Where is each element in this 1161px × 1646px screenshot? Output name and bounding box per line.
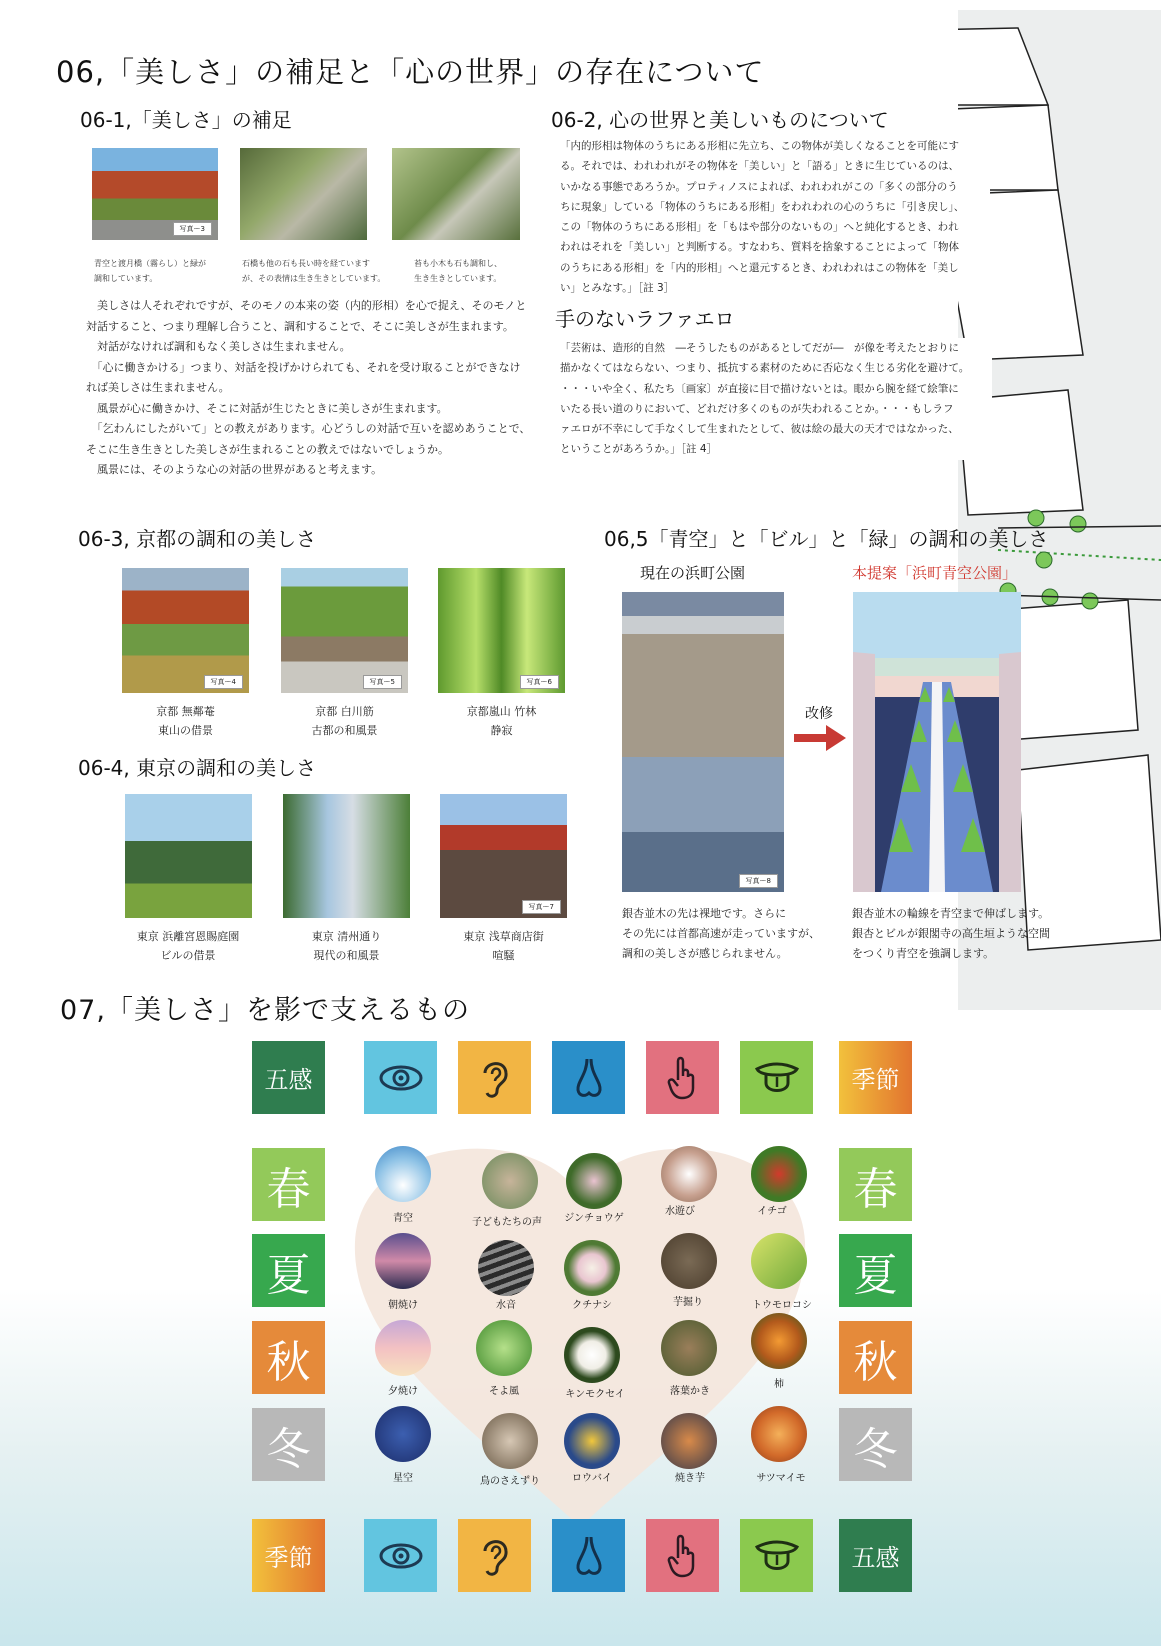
photo-shirakawa xyxy=(281,568,408,693)
page-title: 06,「美しさ」の補足と「心の世界」の存在について xyxy=(56,55,765,89)
photo-tag: 写真ー7 xyxy=(522,900,561,914)
item-label: 水音 xyxy=(496,1300,516,1311)
item-label: 夕焼け xyxy=(388,1386,418,1397)
nose-tile xyxy=(552,1041,625,1114)
ear-icon xyxy=(479,1057,511,1099)
tongue-icon xyxy=(754,1061,800,1095)
ear-tile xyxy=(458,1041,531,1114)
autumn-tile-right xyxy=(839,1321,912,1394)
quote-line: 「芸術は、造形的自然 ―そうしたものがあるとしてだが― が像を考えたとおりに xyxy=(560,342,959,354)
quote-line: 「内的形相は物体のうちにある形相に先立ち、この物体が美しくなることを可能にす xyxy=(560,140,959,152)
caption-line: ビルの借景 xyxy=(160,949,216,962)
item-label: トウモロコシ xyxy=(752,1300,812,1311)
photo-circle xyxy=(375,1233,431,1289)
photo-tag: 写真ー6 xyxy=(520,675,559,689)
photo-tag: 写真ー8 xyxy=(739,874,778,888)
paragraph-line: れば美しさは生まれません。 xyxy=(86,381,230,394)
photo-circle xyxy=(751,1406,807,1462)
caption-line: 現代の和風景 xyxy=(313,949,380,962)
photo-bamboo-grove xyxy=(438,568,565,693)
tile-label: 五感 xyxy=(851,1544,900,1572)
tokyo-caption-1 xyxy=(113,927,263,965)
item-label: 青空 xyxy=(393,1213,413,1224)
photo-tag: 写真ー3 xyxy=(173,222,212,236)
season-tile xyxy=(839,1041,912,1114)
season-label: 夏 xyxy=(853,1249,898,1301)
item-label: 水遊び xyxy=(665,1206,695,1217)
caption-line: 調和の美しさが感じられません。 xyxy=(622,947,788,960)
photo-murin-an xyxy=(122,568,249,693)
section-06-4-heading: 06-4, 東京の調和の美しさ xyxy=(78,756,317,780)
caption-line: 京都 無鄰菴 xyxy=(156,705,215,718)
tongue-icon xyxy=(754,1539,800,1573)
paragraph-line: 対話がなければ調和もなく美しさは生まれません。 xyxy=(86,340,351,353)
proposal-park-caption xyxy=(852,904,1082,964)
photo-circle xyxy=(478,1240,534,1296)
season-label: 春 xyxy=(853,1163,898,1215)
tongue-tile xyxy=(740,1041,813,1114)
photo-circle xyxy=(564,1413,620,1469)
item-label: 星空 xyxy=(393,1473,413,1484)
photo-circle xyxy=(661,1233,717,1289)
photo-circle xyxy=(564,1240,620,1296)
section-07-heading: 07,「美しさ」を影で支えるもの xyxy=(60,995,470,1026)
hand-tile xyxy=(646,1041,719,1114)
caption-line: 古都の和風景 xyxy=(311,724,378,737)
photo-caption: 青空と渡月橋（霧らし）と緑が 調和しています。 xyxy=(94,259,206,283)
ear-icon xyxy=(479,1535,511,1577)
photo-caption: 石橋も他の石も長い時を経ています が、その表情は生き生きとしています。 xyxy=(242,259,386,283)
item-label: 落葉かき xyxy=(670,1386,710,1397)
tokyo-caption-2 xyxy=(279,927,414,965)
hand-tile xyxy=(646,1519,719,1592)
item-label: イチゴ xyxy=(757,1206,787,1217)
item-label: ジンチョウゲ xyxy=(564,1213,624,1224)
section-06-1-heading: 06-1,「美しさ」の補足 xyxy=(80,108,292,132)
photo-circle xyxy=(482,1413,538,1469)
photo-circle xyxy=(566,1153,622,1209)
photo-asakusa xyxy=(440,794,567,918)
paragraph-line: そこに生き生きとした美しさが生まれることの教えではないでしょうか。 xyxy=(86,442,449,456)
item-label: ロウバイ xyxy=(572,1473,612,1484)
section-06-1-text xyxy=(86,296,546,481)
quote-line: る。それでは、われわれがその物体を「美しい」と「語る」ときに生じているのは、 xyxy=(560,160,959,173)
eye-tile xyxy=(364,1519,437,1592)
paragraph-line: 風景が心に働きかけ、そこに対話が生じたときに美しさが生まれます。 xyxy=(86,401,448,415)
tile-label: 季節 xyxy=(851,1066,900,1094)
season-tile xyxy=(252,1519,325,1592)
caption-line: 銀杏並木の輪線を青空まで伸ばします。 xyxy=(852,907,1050,920)
raphael-heading: 手のないラファエロ xyxy=(555,307,735,331)
nose-tile xyxy=(552,1519,625,1592)
quote-line: 描かなくてはならない、つまり、抵抗する素材のために否応なく生じる劣化を避けて。 xyxy=(560,362,970,375)
tile-label: 五感 xyxy=(264,1066,313,1094)
gokan-tile xyxy=(839,1519,912,1592)
item-label: 鳥のさえずり xyxy=(480,1476,540,1487)
caption-line: 東山の借景 xyxy=(158,724,213,737)
arrow-right-icon xyxy=(794,725,846,755)
photo-circle xyxy=(476,1320,532,1376)
photo-kiyosu-street xyxy=(283,794,410,918)
season-label: 冬 xyxy=(853,1423,898,1475)
season-label: 冬 xyxy=(266,1423,311,1475)
season-label: 秋 xyxy=(266,1336,311,1388)
quote-line: われはそれを「美しい」と判断する。すなわち、質料を捨象することによって「物体 xyxy=(560,241,959,254)
quote-line: ・・・いや全く、私たち〔画家〕が直接に目で描けないとは。眼から腕を経て絵筆に xyxy=(560,382,959,395)
caption-line: をつくり青空を強調します。 xyxy=(852,947,995,960)
paragraph-line: 対話すること、つまり理解し合うこと、調和することで、そこに美しさが生まれます。 xyxy=(86,319,514,333)
quote-line: のうちにある形相」を「内的形相」へと還元するとき、われわれはこの物体を「美し xyxy=(560,261,959,274)
item-label: 焼き芋 xyxy=(675,1473,705,1484)
photo-circle xyxy=(661,1146,717,1202)
item-label: そよ風 xyxy=(489,1386,519,1397)
quote-line: いたる長い道のりにおいて、どれだけ多くのものが失われることか。・・・もしラフ xyxy=(560,402,954,415)
photo-tag: 写真ー5 xyxy=(363,675,402,689)
paragraph-line: 「心に働きかける」つまり、対話を投げかけられても、それを受け取ることができなけ xyxy=(86,360,521,374)
tile-label: 季節 xyxy=(264,1544,313,1572)
eye-tile xyxy=(364,1041,437,1114)
nose-icon xyxy=(573,1056,605,1100)
photo-circle xyxy=(564,1327,620,1383)
caption-line: 銀杏並木の先は裸地です。さらに xyxy=(622,907,787,920)
quote-line: この「物体のうちにある形相」を「もはや部分のないもの」へと純化するとき、われ xyxy=(560,221,959,234)
caption-line: その先には首都高速が走っていますが、 xyxy=(622,927,820,940)
item-label: クチナシ xyxy=(572,1300,612,1311)
photo-circle xyxy=(661,1320,717,1376)
section-06-2-heading: 06-2, 心の世界と美しいものについて xyxy=(551,108,889,132)
current-park-label: 現在の浜町公園 xyxy=(640,564,746,582)
caption-line: 東京 浜離宮恩賜庭園 xyxy=(136,930,240,943)
section-06-5-heading: 06,5「青空」と「ビル」と「緑」の調和の美しさ xyxy=(604,527,1049,551)
photo-circle xyxy=(661,1413,717,1469)
season-label: 秋 xyxy=(853,1336,898,1388)
caption-line: 喧騒 xyxy=(492,949,515,962)
photo-circle xyxy=(482,1153,538,1209)
hand-icon xyxy=(667,1534,699,1578)
autumn-tile-left xyxy=(252,1321,325,1394)
quote-line: い」とみなす。」［註 3］ xyxy=(560,282,675,295)
photo-arashiyama xyxy=(92,148,218,240)
gokan-tile xyxy=(252,1041,325,1114)
eye-icon xyxy=(379,1064,423,1092)
quote-line: いかなる事態であろうか。プロティノスによれば、われわれがこの「多くの部分のう xyxy=(560,180,958,193)
renovation-label: 改修 xyxy=(805,706,833,722)
caption-line: 京都嵐山 竹林 xyxy=(466,705,537,718)
caption-line: 静寂 xyxy=(490,724,513,737)
item-label: 芋掘り xyxy=(673,1297,703,1308)
photo-circle xyxy=(751,1313,807,1369)
photo-current-hamacho-park xyxy=(622,592,784,892)
paragraph-line: 「乞わんにしたがいて」との教えがあります。心どうしの対話で互いを認めあうことで、 xyxy=(86,422,531,435)
kyoto-caption-2 xyxy=(277,702,412,740)
paragraph-line: 美しさは人それぞれですが、そのモノの本来の姿（内的形相）を心で捉え、そのモノと xyxy=(86,299,527,312)
photo-moss-garden xyxy=(392,148,520,240)
caption-line: 東京 清州通り xyxy=(311,930,382,943)
photo-circle xyxy=(375,1406,431,1462)
current-park-caption xyxy=(622,904,832,964)
winter-tile-right xyxy=(839,1408,912,1481)
item-label: キンモクセイ xyxy=(565,1389,625,1400)
nose-icon xyxy=(573,1534,605,1578)
section-06-3-heading: 06-3, 京都の調和の美しさ xyxy=(78,527,317,551)
spring-tile-right xyxy=(839,1148,912,1221)
proposal-park-label: 本提案「浜町青空公園」 xyxy=(852,564,1018,582)
spring-tile-left xyxy=(252,1148,325,1221)
photo-proposal-aozora-park xyxy=(853,592,1021,892)
item-label: 朝焼け xyxy=(388,1300,418,1311)
item-label: サツマイモ xyxy=(756,1473,806,1484)
quote-line: ちに現象」している「物体のうちにある形相」をわれわれの心のうちに「引き戻し」、 xyxy=(560,200,965,213)
photo-circle xyxy=(751,1233,807,1289)
ear-tile xyxy=(458,1519,531,1592)
tokyo-caption-3 xyxy=(436,927,571,965)
summer-tile-right xyxy=(839,1234,912,1307)
caption-line: 京都 白川筋 xyxy=(315,705,374,718)
kyoto-caption-1 xyxy=(118,702,253,740)
tongue-tile xyxy=(740,1519,813,1592)
winter-tile-left xyxy=(252,1408,325,1481)
raphael-quote xyxy=(560,338,992,460)
section-06-2-quote xyxy=(560,136,990,298)
season-label: 春 xyxy=(266,1163,311,1215)
item-label: 柿 xyxy=(774,1379,784,1390)
season-label: 夏 xyxy=(266,1249,311,1301)
kyoto-caption-3 xyxy=(434,702,569,740)
caption-line: 銀杏とビルが銀閣寺の高生垣ような空間 xyxy=(852,927,1050,940)
item-label: 子どもたちの声 xyxy=(472,1217,542,1228)
photo-circle xyxy=(375,1320,431,1376)
photo-caption: 苔も小木も石も調和し、 生き生きとしています。 xyxy=(414,259,502,283)
hand-icon xyxy=(667,1056,699,1100)
photo-circle xyxy=(751,1146,807,1202)
eye-icon xyxy=(379,1542,423,1570)
photo-circle xyxy=(375,1146,431,1202)
summer-tile-left xyxy=(252,1234,325,1307)
quote-line: ァエロが不幸にして手なくして生まれたとして、彼は絵の最大の天才ではなかった、 xyxy=(560,423,959,436)
photo-hamarikyu xyxy=(125,794,252,918)
paragraph-line: 風景には、そのような心の対話の世界があると考えます。 xyxy=(86,463,383,476)
quote-line: ということがあろうか。」［註 4］ xyxy=(560,443,718,456)
photo-stone-garden xyxy=(240,148,367,240)
photo-tag: 写真ー4 xyxy=(204,675,243,689)
caption-line: 東京 浅草商店街 xyxy=(463,930,544,943)
